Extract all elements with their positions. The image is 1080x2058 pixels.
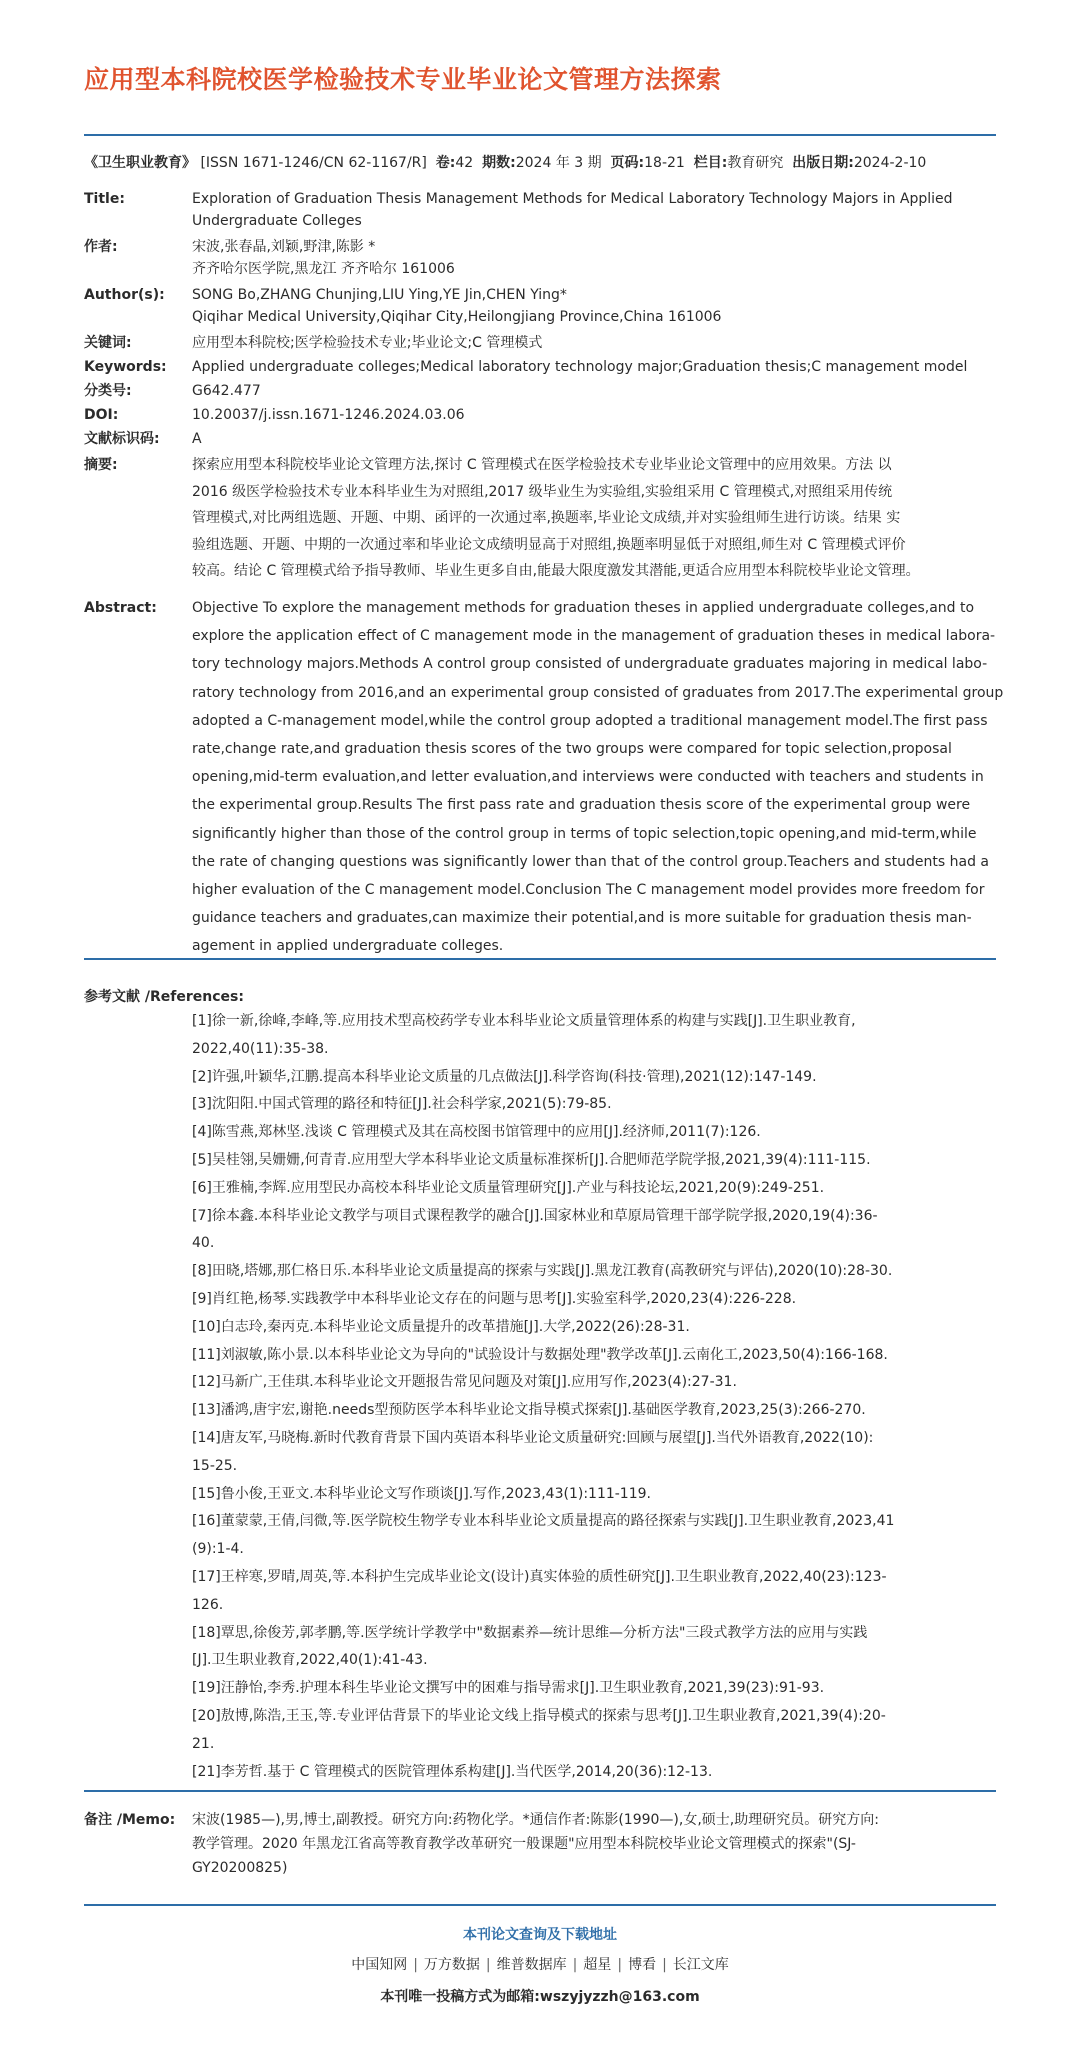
- footer-submission-email[interactable]: 本刊唯一投稿方式为邮箱:wszyjyzzh@163.com: [380, 1989, 700, 2005]
- abstract-en-line: opening,mid-term evaluation,and letter evaluation,and interviews were conducted with teachers and students in: [192, 769, 984, 786]
- memo-value: [192, 1808, 1000, 1880]
- memo-line: 教学管理。2020 年黑龙江省高等教育教学改革研究一般课题"应用型本科院校毕业论文管理模式的探索"(SJ-: [192, 1836, 856, 1852]
- abstract-en-line: the rate of changing questions was significantly lower than that of the control group.Teachers and students had a: [192, 853, 989, 870]
- separator: |: [617, 1957, 623, 1973]
- abstract-en-line: agement in applied undergraduate colleges.: [192, 938, 504, 955]
- author-en-value: [192, 284, 1000, 328]
- reference-line: [11]刘淑敏,陈小景.以本科毕业论文为导向的"试验设计与数据处理"教学改革[J].云南化工,2023,50(4):166-168.: [192, 1346, 888, 1363]
- abstract-en-line: the experimental group.Results The first pass rate and graduation thesis score of the experimental group were: [192, 797, 971, 814]
- author-label: 作者:: [84, 239, 118, 255]
- class-label: 分类号:: [84, 383, 132, 399]
- abstract-line: 管理模式,对比两组选题、开题、中期、函评的一次通过率,换题率,毕业论文成绩,并对实验组师生进行访谈。结果 实: [192, 510, 901, 526]
- abstract-divider: [84, 958, 996, 960]
- author-en-label: Author(s):: [84, 287, 165, 303]
- pages-label: 页码:: [610, 155, 645, 171]
- reference-line: [J].卫生职业教育,2022,40(1):41-43.: [192, 1652, 428, 1669]
- reference-line: [6]王雅楠,李辉.应用型民办高校本科毕业论文质量管理研究[J].产业与科技论坛,2021,20(9):249-251.: [192, 1179, 825, 1196]
- reference-line: [15]鲁小俊,王亚文.本科毕业论文写作琐谈[J].写作,2023,43(1):111-119.: [192, 1485, 651, 1502]
- reference-line: [9]肖红艳,杨琴.实践教学中本科毕业论文存在的问题与思考[J].实验室科学,2020,23(4):226-228.: [192, 1290, 797, 1307]
- abstract-en-label: Abstract:: [84, 600, 157, 616]
- reference-line: [19]汪静怡,李秀.护理本科生毕业论文撰写中的困难与指导需求[J].卫生职业教育,2021,39(23):91-93.: [192, 1680, 825, 1697]
- reference-line: (9):1-4.: [192, 1541, 244, 1558]
- top-divider: [84, 134, 996, 136]
- separator: |: [572, 1957, 578, 1973]
- abstract-en-line: explore the application effect of C management mode in the management of graduation theses in medical labora-: [192, 628, 996, 645]
- reference-line: [18]覃思,徐俊芳,郭孝鹏,等.医学统计学教学中"数据素养—统计思维—分析方法"三段式教学方法的应用与实践: [192, 1624, 868, 1641]
- volume-label: 卷:: [435, 155, 456, 171]
- reference-line: [8]田晓,塔娜,那仁格日乐.本科毕业论文质量提高的探索与实践[J].黑龙江教育(高教研究与评估),2020(10):28-30.: [192, 1263, 893, 1280]
- reference-line: 126.: [192, 1596, 224, 1613]
- keywords-value: 应用型本科院校;医学检验技术专业;毕业论文;C 管理模式: [192, 335, 543, 351]
- reference-line: [10]白志玲,秦丙克.本科毕业论文质量提升的改革措施[J].大学,2022(26):28-31.: [192, 1318, 690, 1335]
- reference-line: [17]王梓寒,罗晴,周英,等.本科护生完成毕业论文(设计)真实体验的质性研究[J].卫生职业教育,2022,40(23):123-: [192, 1568, 887, 1585]
- abstract-en-line: significantly higher than those of the control group in terms of topic selection,topic opening,and mid-term,while: [192, 825, 977, 842]
- doi-value[interactable]: 10.20037/j.issn.1671-1246.2024.03.06: [192, 407, 465, 423]
- references-list: [192, 1008, 1002, 1786]
- memo-divider: [84, 1904, 996, 1906]
- issue-label: 期数:: [482, 155, 516, 171]
- title-line: Undergraduate Colleges: [192, 213, 362, 229]
- abstract-line: 2016 级医学检验技术专业本科毕业生为对照组,2017 级毕业生为实验组,实验组采用 C 管理模式,对照组采用传统: [192, 483, 893, 500]
- abstract-en-line: guidance teachers and graduates,can maximize their potential,and is more suitable for graduation thesis man-: [192, 910, 972, 927]
- volume: 42: [455, 155, 474, 171]
- publish-date: 2024-2-10: [853, 155, 927, 171]
- column: 教育研究: [727, 155, 784, 171]
- reference-line: [21]李芳哲.基于 C 管理模式的医院管理体系构建[J].当代医学,2014,20(36):12-13.: [192, 1763, 713, 1780]
- abstract-en-line: ratory technology from 2016,and an experimental group consisted of graduates from 2017.The experimental group: [192, 684, 1004, 701]
- reference-line: [3]沈阳阳.中国式管理的路径和特征[J].社会科学家,2021(5):79-85.: [192, 1096, 612, 1113]
- reference-line: [20]敖博,陈浩,王玉,等.专业评估背景下的毕业论文线上指导模式的探索与思考[J].卫生职业教育,2021,39(4):20-: [192, 1707, 886, 1724]
- abstract-en-value: [192, 594, 1004, 961]
- abstract-cn-label: 摘要:: [84, 457, 118, 473]
- date-label: 出版日期:: [792, 155, 854, 171]
- reference-line: 40.: [192, 1235, 215, 1252]
- affiliation-line: 齐齐哈尔医学院,黑龙江 齐齐哈尔 161006: [192, 261, 455, 277]
- reference-line: [1]徐一新,徐峰,李峰,等.应用技术型高校药学专业本科毕业论文质量管理体系的构建与实践[J].卫生职业教育,: [192, 1013, 856, 1029]
- references-heading: 参考文献 /References:: [84, 989, 244, 1005]
- footer-link-chaoxing[interactable]: 超星: [583, 1957, 612, 1973]
- footer-title: 本刊论文查询及下载地址: [463, 1927, 617, 1943]
- abstract-line: 探索应用型本科院校毕业论文管理方法,探讨 C 管理模式在医学检验技术专业毕业论文管理中的应用效果。方法 以: [192, 457, 892, 473]
- abstract-en-line: higher evaluation of the C management model.Conclusion The C management model provides more freedom for: [192, 882, 985, 899]
- memo-line: 宋波(1985—),男,博士,副教授。研究方向:药物化学。*通信作者:陈影(1990—),女,硕士,助理研究员。研究方向:: [192, 1812, 879, 1828]
- article-title: 应用型本科院校医学检验技术专业毕业论文管理方法探索: [84, 65, 722, 94]
- reference-line: 15-25.: [192, 1457, 238, 1474]
- references-divider: [84, 1790, 996, 1792]
- reference-line: [5]吴桂翎,吴姗姗,何青青.应用型大学本科毕业论文质量标准探析[J].合肥师范学院学报,2021,39(4):111-115.: [192, 1151, 871, 1168]
- abstract-en-line: adopted a C-management model,while the control group adopted a traditional management model.The first pass: [192, 712, 988, 729]
- doi-label: DOI:: [84, 407, 119, 423]
- class-value: G642.477: [192, 383, 261, 399]
- reference-line: [14]唐友军,马晓梅.新时代教育背景下国内英语本科毕业论文质量研究:回顾与展望[J].当代外语教育,2022(10):: [192, 1429, 874, 1446]
- doc-code-value: A: [192, 431, 202, 447]
- reference-line: [16]董蒙蒙,王倩,闫微,等.医学院校生物学专业本科毕业论文质量提高的路径探索与实践[J].卫生职业教育,2023,41: [192, 1513, 895, 1530]
- abstract-en-line: tory technology majors.Methods A control group consisted of undergraduate graduates majoring in medical labo-: [192, 656, 988, 673]
- title-line: Exploration of Graduation Thesis Management Methods for Medical Laboratory Technology Majors in Applied: [192, 191, 953, 207]
- citation-meta: [84, 152, 1004, 172]
- reference-line: [12]马新广,王佳琪.本科毕业论文开题报告常见问题及对策[J].应用写作,2023(4):27-31.: [192, 1374, 737, 1391]
- abstract-cn-value: [192, 452, 1000, 585]
- title-value: [192, 188, 1000, 232]
- keywords-label: 关键词:: [84, 335, 132, 351]
- abstract-en-line: rate,change rate,and graduation thesis scores of the two groups were compared for topic selection,proposal: [192, 741, 952, 758]
- reference-line: [2]许强,叶颖华,江鹏.提高本科毕业论文质量的几点做法[J].科学咨询(科技·管理),2021(12):147-149.: [192, 1068, 817, 1085]
- footer-link-vip[interactable]: 维普数据库: [496, 1957, 567, 1973]
- reference-line: 2022,40(11):35-38.: [192, 1040, 329, 1057]
- affiliation-en-line: Qiqihar Medical University,Qiqihar City,Heilongjiang Province,China 161006: [192, 309, 722, 325]
- author-line: 宋波,张春晶,刘颖,野津,陈影 *: [192, 239, 376, 255]
- footer-links: [0, 1954, 1080, 1974]
- doc-code-label: 文献标识码:: [84, 431, 160, 447]
- memo-line: GY20200825): [192, 1860, 288, 1876]
- keywords-en-value: Applied undergraduate colleges;Medical laboratory technology major;Graduation thesis;C management model: [192, 359, 968, 375]
- column-label: 栏目:: [693, 155, 728, 171]
- reference-line: 21.: [192, 1735, 215, 1752]
- author-en-line: SONG Bo,ZHANG Chunjing,LIU Ying,YE Jin,CHEN Ying*: [192, 287, 567, 303]
- memo-label: 备注 /Memo:: [84, 1812, 176, 1828]
- footer-link-cnki[interactable]: 中国知网: [351, 1957, 408, 1973]
- separator: |: [485, 1957, 491, 1973]
- footer-link-wanfang[interactable]: 万方数据: [423, 1957, 480, 1973]
- pages: 18-21: [644, 155, 685, 171]
- keywords-en-label: Keywords:: [84, 359, 167, 375]
- reference-line: [13]潘鸿,唐宇宏,谢艳.needs型预防医学本科毕业论文指导模式探索[J].基础医学教育,2023,25(3):266-270.: [192, 1402, 866, 1419]
- reference-line: [7]徐本鑫.本科毕业论文教学与项目式课程教学的融合[J].国家林业和草原局管理干部学院学报,2020,19(4):36-: [192, 1207, 878, 1224]
- reference-line: [4]陈雪燕,郑林坚.浅谈 C 管理模式及其在高校图书馆管理中的应用[J].经济师,2011(7):126.: [192, 1124, 761, 1141]
- author-value: [192, 236, 1000, 280]
- separator: |: [413, 1957, 418, 1973]
- journal-name[interactable]: 《卫生职业教育》: [84, 155, 196, 171]
- abstract-line: 验组选题、开题、中期的一次通过率和毕业论文成绩明显高于对照组,换题率明显低于对照组,师生对 C 管理模式评价: [192, 536, 906, 553]
- abstract-line: 较高。结论 C 管理模式给予指导教师、毕业生更多自由,能最大限度激发其潜能,更适合应用型本科院校毕业论文管理。: [192, 563, 920, 579]
- issue: 2024 年 3 期: [515, 155, 602, 171]
- footer-link-bookan[interactable]: 博看: [628, 1957, 657, 1973]
- issn: [ISSN 1671-1246/CN 62-1167/R]: [200, 155, 427, 171]
- abstract-en-line: Objective To explore the management methods for graduation theses in applied undergraduate colleges,and to: [192, 600, 975, 616]
- title-label: Title:: [84, 191, 125, 207]
- footer-link-changjiang[interactable]: 长江文库: [672, 1957, 729, 1973]
- separator: |: [662, 1957, 667, 1973]
